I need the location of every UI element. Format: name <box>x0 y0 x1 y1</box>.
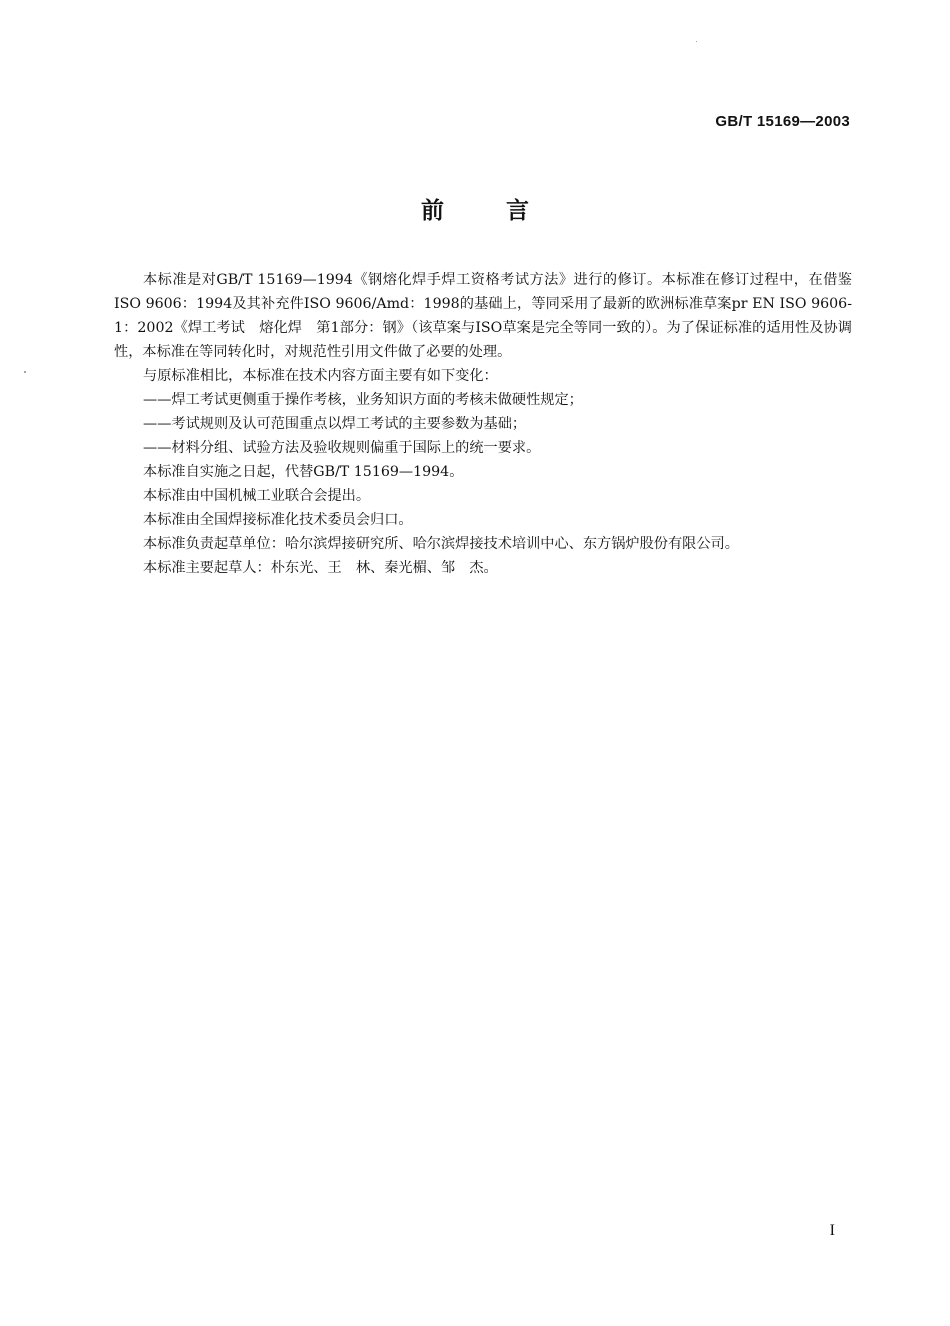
changes-intro-line: 与原标准相比，本标准在技术内容方面主要有如下变化： <box>143 368 498 384</box>
replacement-line: 本标准自实施之日起，代替GB/T 15169—1994。 <box>143 464 464 480</box>
page-number: I <box>829 1222 835 1239</box>
page-title: 前言 <box>421 198 591 224</box>
scan-speck <box>696 41 697 42</box>
drafters-line: 本标准主要起草人：朴东光、王 林、秦光楣、邹 杰。 <box>143 560 498 576</box>
change-item-1: ——焊工考试更侧重于操作考核，业务知识方面的考核未做硬性规定； <box>143 392 583 408</box>
foreword-body <box>114 268 852 580</box>
change-item-3: ——材料分组、试验方法及验收规则偏重于国际上的统一要求。 <box>143 440 541 456</box>
scan-speck <box>24 371 26 373</box>
proposer-line: 本标准由中国机械工业联合会提出。 <box>143 488 371 504</box>
change-item-2: ——考试规则及认可范围重点以焊工考试的主要参数为基础； <box>143 416 527 432</box>
committee-line: 本标准由全国焊接标准化技术委员会归口。 <box>143 512 413 528</box>
standard-code: GB/T 15169—2003 <box>715 113 850 130</box>
drafting-units-line: 本标准负责起草单位：哈尔滨焊接研究所、哈尔滨焊接技术培训中心、东方锅炉股份有限公司。 <box>143 536 739 552</box>
intro-paragraph: 本标准是对GB/T 15169—1994《钢熔化焊手焊工资格考试方法》进行的修订。本标准在修订过程中，在借鉴ISO 9606：1994及其补充件ISO 9606/Amd：1998的基础上，等同采用了最新的欧洲标准草案pr EN ISO 9606-1：2002《焊工考试 熔化焊 第1部分：钢》（该草案与ISO草案是完全等同一致的）。为了保证标准的适用性及协调性，本标准在等同转化时，对规范性引用文件做了必要的处理。 <box>114 272 852 360</box>
